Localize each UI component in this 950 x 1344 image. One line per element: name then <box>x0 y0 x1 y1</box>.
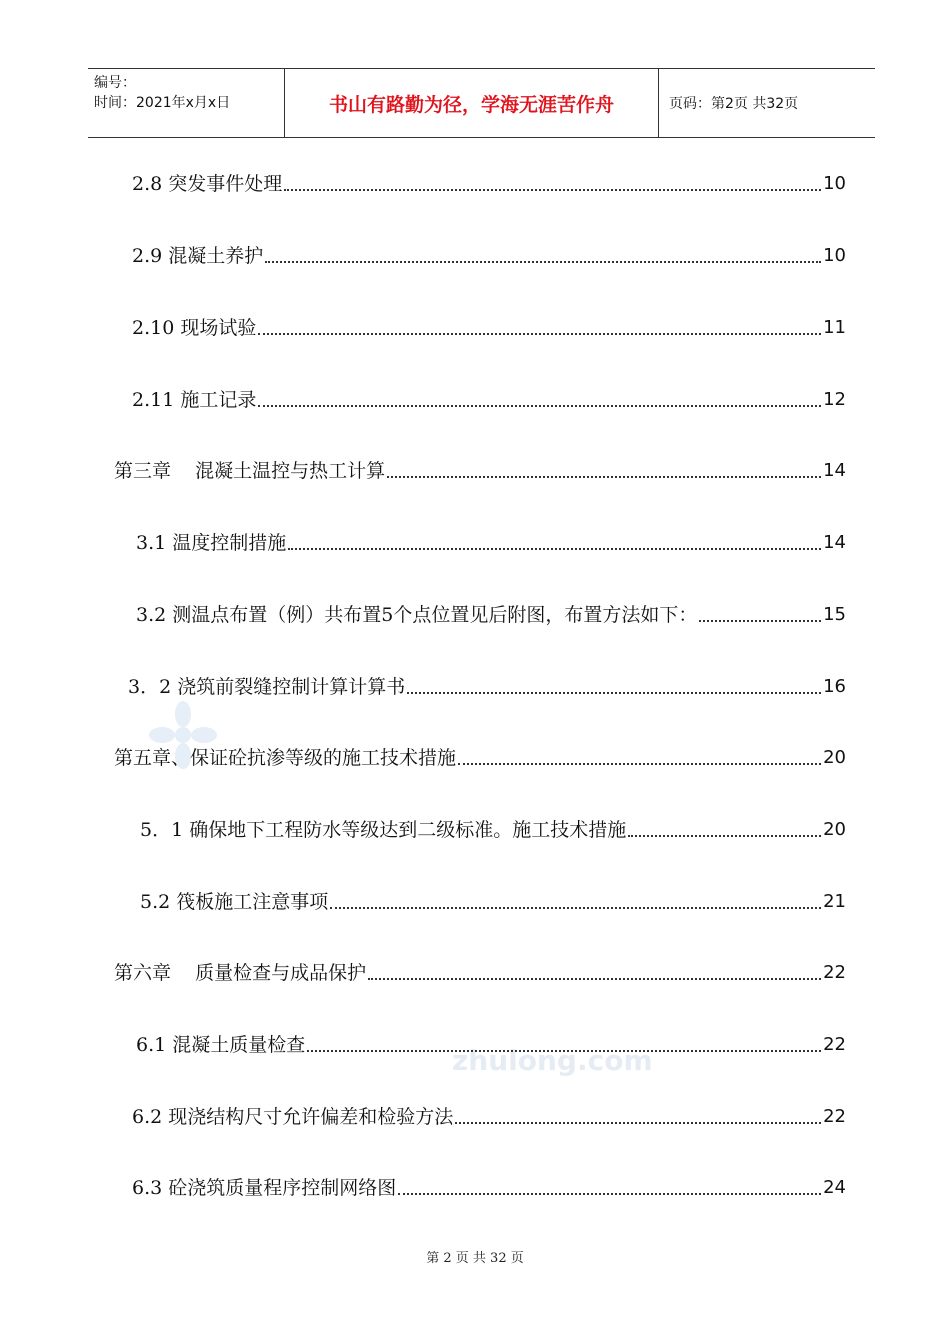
toc-entry[interactable] <box>128 672 846 702</box>
toc-leader <box>699 620 821 622</box>
toc-page: 14 <box>823 460 846 481</box>
toc-page: 24 <box>823 1177 846 1198</box>
toc-page: 10 <box>823 245 846 266</box>
toc-entry[interactable] <box>136 528 846 558</box>
toc-entry[interactable] <box>132 1173 846 1203</box>
watermark-text: zhulong.com <box>452 1044 653 1077</box>
toc-title: 2.11 施工记录 <box>132 389 257 411</box>
toc-page: 20 <box>823 819 846 840</box>
toc-title: 6.2 现浇结构尺寸允许偏差和检验方法 <box>132 1106 454 1128</box>
toc-title: 2.8 突发事件处理 <box>132 173 283 195</box>
toc-leader <box>407 692 821 694</box>
toc-title: 第六章 质量检查与成品保护 <box>114 962 367 984</box>
toc-leader <box>458 763 821 765</box>
toc-page: 15 <box>823 604 846 625</box>
toc-entry[interactable] <box>140 887 846 917</box>
toc-title: 6.1 混凝土质量检查 <box>136 1034 306 1056</box>
header-motto: 书山有路勤为径，学海无涯苦作舟 <box>285 69 659 137</box>
toc-entry[interactable] <box>114 743 846 773</box>
toc-title: 5.2 筏板施工注意事项 <box>140 891 329 913</box>
toc-leader <box>455 1122 821 1124</box>
toc-page: 11 <box>823 317 846 338</box>
page-footer: 第 2 页 共 32 页 <box>426 1251 524 1266</box>
toc-title: 第五章、保证砼抗渗等级的施工技术措施 <box>114 747 457 769</box>
toc-page: 22 <box>823 1034 846 1055</box>
toc-title: 5．1 确保地下工程防水等级达到二级标准。施工技术措施 <box>140 819 627 841</box>
toc-page: 21 <box>823 891 846 912</box>
toc-page: 22 <box>823 1106 846 1127</box>
toc-leader <box>330 907 821 909</box>
toc-leader <box>258 405 821 407</box>
toc-entry[interactable] <box>132 385 846 415</box>
toc-leader <box>368 978 821 980</box>
toc-entry[interactable] <box>140 815 846 845</box>
toc-leader <box>258 333 821 335</box>
toc-page: 20 <box>823 747 846 768</box>
toc-title: 2.9 混凝土养护 <box>132 245 264 267</box>
toc-leader <box>628 835 821 837</box>
time-label: 时间：2021年x月x日 <box>94 95 231 111</box>
toc-leader <box>387 476 821 478</box>
toc-page: 14 <box>823 532 846 553</box>
toc-entry[interactable] <box>132 313 846 343</box>
number-label: 编号： <box>94 75 136 91</box>
toc-leader <box>265 261 821 263</box>
toc-title: 3.1 温度控制措施 <box>136 532 287 554</box>
toc-page: 16 <box>823 676 846 697</box>
toc-page: 10 <box>823 173 846 194</box>
header-page-info: 页码：第2页 共32页 <box>669 96 799 112</box>
toc-entry[interactable] <box>132 1102 846 1132</box>
toc-entry[interactable] <box>136 600 846 630</box>
toc-entry[interactable] <box>136 1030 846 1060</box>
toc-title: 2.10 现场试验 <box>132 317 257 339</box>
toc-leader <box>398 1193 821 1195</box>
toc-page: 12 <box>823 389 846 410</box>
toc-entry[interactable] <box>114 456 846 486</box>
toc-title: 第三章 混凝土温控与热工计算 <box>114 460 386 482</box>
toc-entry[interactable] <box>132 169 846 199</box>
toc-leader <box>284 189 821 191</box>
toc-leader <box>307 1050 821 1052</box>
toc-title: 6.3 砼浇筑质量程序控制网络图 <box>132 1177 397 1199</box>
toc-title: 3．2 浇筑前裂缝控制计算计算书 <box>128 676 406 698</box>
toc-page: 22 <box>823 962 846 983</box>
toc-leader <box>288 548 821 550</box>
toc-entry[interactable] <box>132 241 846 271</box>
toc-title: 3.2 测温点布置（例）共布置5个点位置见后附图，布置方法如下： <box>136 604 698 626</box>
toc-entry[interactable] <box>114 958 846 988</box>
